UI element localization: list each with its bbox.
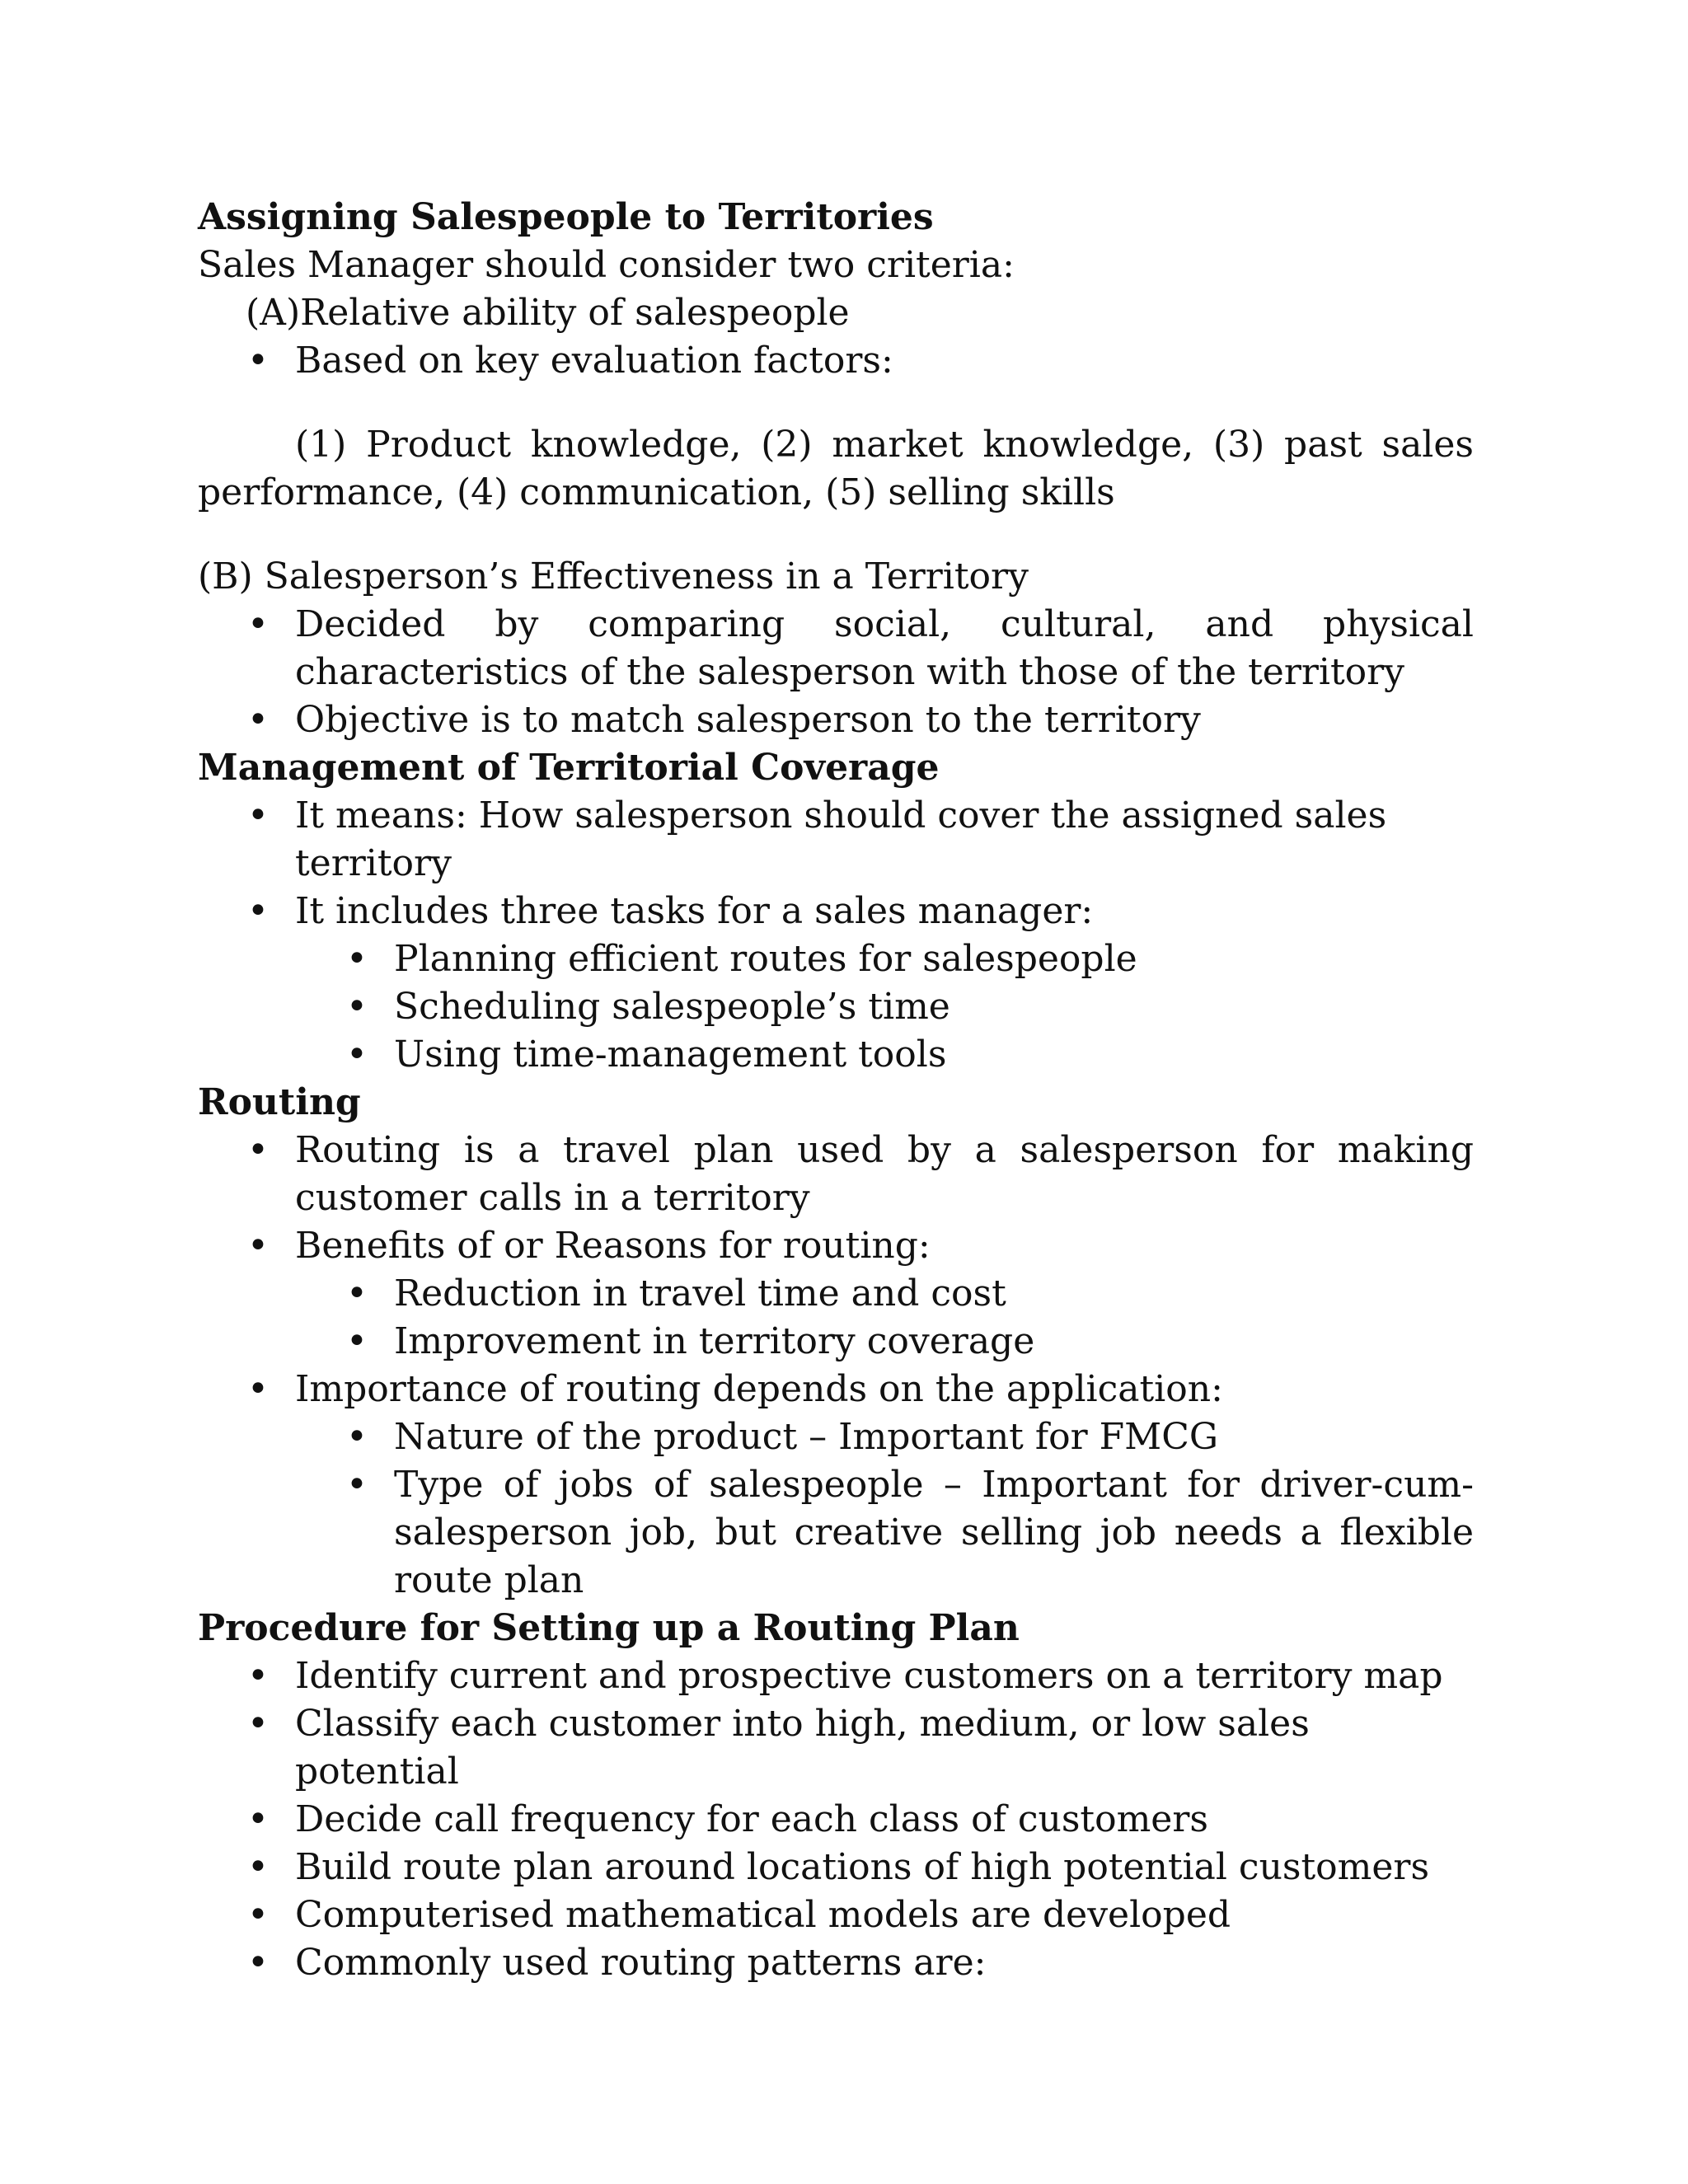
- list-item-text: Build route plan around locations of high potential customers: [295, 1846, 1430, 1888]
- bullet-icon: •: [247, 794, 269, 837]
- list-item-text: Decided by comparing social, cultural, and physical characteristics of the salesperson with those of the territory: [295, 603, 1474, 693]
- list-item-text: Scheduling salespeople’s time: [394, 986, 950, 1028]
- list-item: [198, 792, 1474, 888]
- list-item-text: Using time-management tools: [394, 1033, 947, 1076]
- list-item-text: Decide call frequency for each class of customers: [295, 1798, 1208, 1840]
- section-heading-routing: Routing: [198, 1081, 361, 1123]
- bullet-icon: •: [346, 1464, 368, 1506]
- list-item-text: Nature of the product – Important for FMCG: [394, 1416, 1219, 1458]
- sub-list-item: [198, 1318, 1474, 1366]
- section-heading-procedure: Procedure for Setting up a Routing Plan: [198, 1607, 1020, 1649]
- list-item-text: Importance of routing depends on the application:: [295, 1368, 1223, 1410]
- list-item: [198, 1127, 1474, 1222]
- bullet-icon: •: [247, 340, 269, 382]
- list-item: [198, 696, 1474, 744]
- list-item-text: Classify each customer into high, medium, or low sales potential: [295, 1703, 1310, 1793]
- evaluation-factors: (1) Product knowledge, (2) market knowledge, (3) past sales performance, (4) communication, (5) selling skills: [198, 424, 1474, 513]
- list-item-text: It means: How salesperson should cover the assigned sales territory: [295, 794, 1387, 884]
- bullet-icon: •: [346, 1033, 368, 1076]
- list-item: [198, 601, 1474, 696]
- list-item-text: Reduction in travel time and cost: [394, 1272, 1006, 1315]
- bullet-icon: •: [247, 1846, 269, 1888]
- list-item: [198, 1844, 1474, 1891]
- list-item: [198, 1700, 1474, 1796]
- list-item: [198, 1366, 1474, 1413]
- criterion-b: (B) Salesperson’s Effectiveness in a Territory: [198, 555, 1029, 598]
- sub-list-item: [198, 1413, 1474, 1461]
- bullet-icon: •: [247, 1368, 269, 1410]
- section-heading-coverage: Management of Territorial Coverage: [198, 747, 940, 789]
- bullet-icon: •: [346, 1416, 368, 1458]
- bullet-icon: •: [247, 1129, 269, 1171]
- sub-list-item: [198, 935, 1474, 983]
- bullet-icon: •: [346, 986, 368, 1028]
- list-item: [198, 1939, 1474, 1987]
- document-page: [198, 194, 1474, 1987]
- list-item-text: Planning efficient routes for salespeople: [394, 938, 1137, 980]
- bullet-icon: •: [247, 603, 269, 645]
- list-item-text: Type of jobs of salespeople – Important for driver-cum-salesperson job, but creative selling job needs a flexible route plan: [394, 1464, 1474, 1601]
- bullet-icon: •: [247, 1942, 269, 1984]
- bullet-icon: •: [247, 1225, 269, 1267]
- list-item: [198, 337, 1474, 385]
- bullet-icon: •: [247, 1894, 269, 1936]
- list-item-text: Benefits of or Reasons for routing:: [295, 1225, 931, 1267]
- intro-text: Sales Manager should consider two criteria:: [198, 244, 1015, 286]
- list-item-text: It includes three tasks for a sales manager:: [295, 890, 1094, 932]
- list-item-text: Objective is to match salesperson to the territory: [295, 699, 1201, 741]
- bullet-icon: •: [247, 890, 269, 932]
- sub-list-item: [198, 1461, 1474, 1605]
- sub-list-item: [198, 1270, 1474, 1318]
- bullet-icon: •: [247, 1798, 269, 1840]
- sub-list-item: [198, 983, 1474, 1031]
- list-item: [198, 1796, 1474, 1844]
- list-item: [198, 1222, 1474, 1270]
- bullet-icon: •: [247, 1655, 269, 1697]
- sub-list-item: [198, 1031, 1474, 1079]
- list-item: [198, 888, 1474, 935]
- bullet-icon: •: [247, 699, 269, 741]
- criterion-a: (A)Relative ability of salespeople: [246, 292, 850, 334]
- list-item-text: Identify current and prospective customers on a territory map: [295, 1655, 1443, 1697]
- bullet-icon: •: [346, 938, 368, 980]
- bullet-icon: •: [247, 1703, 269, 1745]
- list-item-text: Routing is a travel plan used by a salesperson for making customer calls in a territory: [295, 1129, 1474, 1219]
- bullet-icon: •: [346, 1320, 368, 1362]
- list-item-text: Computerised mathematical models are developed: [295, 1894, 1231, 1936]
- list-item: [198, 1652, 1474, 1700]
- list-item-text: Commonly used routing patterns are:: [295, 1942, 987, 1984]
- bullet-icon: •: [346, 1272, 368, 1315]
- list-item-text: Improvement in territory coverage: [394, 1320, 1035, 1362]
- section-heading-assigning: Assigning Salespeople to Territories: [198, 196, 934, 238]
- list-item: [198, 1891, 1474, 1939]
- list-item-text: Based on key evaluation factors:: [295, 340, 893, 382]
